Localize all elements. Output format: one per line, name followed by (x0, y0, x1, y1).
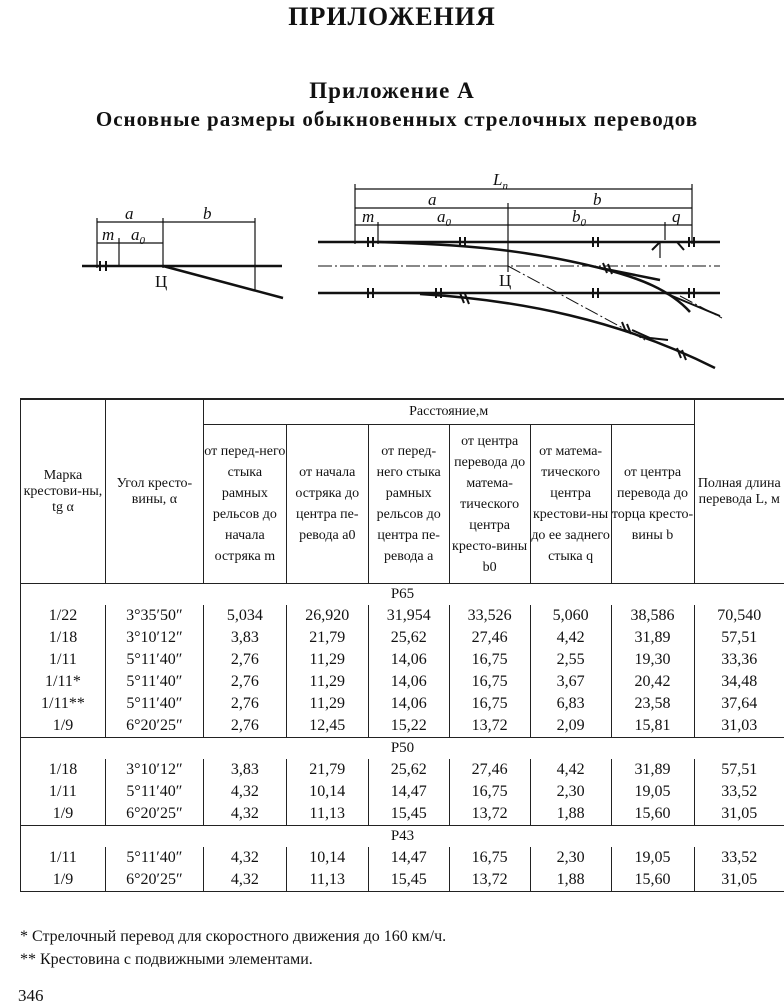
table-cell: 1/22 (21, 605, 106, 627)
table-cell: 11,29 (286, 693, 368, 715)
table-cell: 6°20′25″ (105, 803, 203, 826)
right-label-m: m (362, 207, 375, 226)
table-cell: 1/11 (21, 781, 106, 803)
table-cell: 3,67 (530, 671, 611, 693)
group-label: Р43 (21, 826, 784, 848)
table-cell: 14,47 (368, 847, 449, 869)
table-cell: 34,48 (694, 671, 784, 693)
table-cell: 13,72 (449, 869, 530, 892)
table-cell: 5°11′40″ (105, 649, 203, 671)
left-label-a0: $a_0$ (131, 225, 145, 247)
table-cell: 21,79 (286, 627, 368, 649)
table-cell: 27,46 (449, 627, 530, 649)
right-label-b: b (593, 190, 602, 209)
table-cell: 6,83 (530, 693, 611, 715)
appendix-subtitle: Основные размеры обыкновенных стрелочных переводов (95, 107, 699, 131)
table-cell: 6°20′25″ (105, 869, 203, 892)
table-cell: 16,75 (449, 847, 530, 869)
table-cell: 5°11′40″ (105, 693, 203, 715)
group-label: Р65 (21, 584, 784, 606)
right-label-center: Ц (499, 271, 512, 290)
header-distance-group: Расстояние,м (203, 399, 694, 425)
left-label-b: b (203, 204, 212, 223)
table-cell: 25,62 (368, 627, 449, 649)
table-cell: 57,51 (694, 627, 784, 649)
table-cell: 5,034 (203, 605, 286, 627)
header-a0: от начала остряка до центра пе-ревода a0 (286, 425, 368, 584)
table-row (21, 671, 784, 693)
table-cell: 15,45 (368, 869, 449, 892)
table-row (21, 693, 784, 715)
table-row (21, 605, 784, 627)
table-cell: 27,46 (449, 759, 530, 781)
table-cell: 31,954 (368, 605, 449, 627)
table-cell: 33,52 (694, 847, 784, 869)
group-row (21, 826, 784, 848)
table-cell: 13,72 (449, 715, 530, 738)
table-cell: 31,89 (611, 627, 694, 649)
table-cell: 15,22 (368, 715, 449, 738)
table-row (21, 715, 784, 738)
table-cell: 15,60 (611, 803, 694, 826)
right-label-q: q (672, 207, 681, 226)
table-cell: 6°20′25″ (105, 715, 203, 738)
left-label-m: m (102, 225, 115, 244)
table-cell: 16,75 (449, 671, 530, 693)
table-cell: 1/11 (21, 847, 106, 869)
table-cell: 2,76 (203, 671, 286, 693)
right-label-a0: $a_0$ (437, 207, 451, 229)
table-cell: 5,060 (530, 605, 611, 627)
footnote-2: ** Крестовина с подвижными элементами. (20, 951, 313, 968)
header-m: от перед-него стыка рамных рельсов до начала остряка m (203, 425, 286, 584)
table-cell: 12,45 (286, 715, 368, 738)
table-cell: 14,06 (368, 649, 449, 671)
table-cell: 10,14 (286, 847, 368, 869)
left-label-center: Ц (155, 272, 168, 291)
appendix-title: Приложение А (309, 78, 475, 103)
table-cell: 13,72 (449, 803, 530, 826)
group-row (21, 584, 784, 606)
table-cell: 2,76 (203, 715, 286, 738)
group-row (21, 738, 784, 760)
table-cell: 14,47 (368, 781, 449, 803)
table-cell: 16,75 (449, 781, 530, 803)
table-row (21, 781, 784, 803)
table-cell: 2,55 (530, 649, 611, 671)
left-label-a: a (125, 204, 134, 223)
table-cell: 2,30 (530, 847, 611, 869)
table-cell: 1/9 (21, 715, 106, 738)
table-cell: 5°11′40″ (105, 781, 203, 803)
table-cell: 37,64 (694, 693, 784, 715)
table-row (21, 649, 784, 671)
table-cell: 1,88 (530, 803, 611, 826)
table-cell: 2,76 (203, 693, 286, 715)
table-cell: 11,13 (286, 869, 368, 892)
table-cell: 10,14 (286, 781, 368, 803)
table-row (21, 803, 784, 826)
table-cell: 1,88 (530, 869, 611, 892)
table-cell: 4,42 (530, 627, 611, 649)
header-a: от перед-него стыка рамных рельсов до центра пе-ревода a (368, 425, 449, 584)
right-label-a: a (428, 190, 437, 209)
table-cell: 4,42 (530, 759, 611, 781)
table-cell: 4,32 (203, 869, 286, 892)
table-cell: 31,03 (694, 715, 784, 738)
header-mark: Марка крестови-ны, tg α (21, 399, 106, 584)
table-cell: 19,05 (611, 781, 694, 803)
table-row (21, 869, 784, 892)
header-b: от центра перевода до торца кресто-вины b (611, 425, 694, 584)
table-cell: 19,05 (611, 847, 694, 869)
table-cell: 19,30 (611, 649, 694, 671)
table-cell: 31,05 (694, 803, 784, 826)
dimensions-table (20, 398, 784, 892)
table-cell: 70,540 (694, 605, 784, 627)
table-cell: 4,32 (203, 803, 286, 826)
right-schematic-labels (362, 170, 681, 290)
table-cell: 11,29 (286, 649, 368, 671)
table-cell: 3°10′12″ (105, 627, 203, 649)
table-cell: 1/18 (21, 759, 106, 781)
table-cell: 33,36 (694, 649, 784, 671)
header-q: от матема-тического центра крестови-ны до ее заднего стыка q (530, 425, 611, 584)
table-cell: 3°35′50″ (105, 605, 203, 627)
table-cell: 25,62 (368, 759, 449, 781)
table-cell: 2,09 (530, 715, 611, 738)
table-cell: 3,83 (203, 759, 286, 781)
table-cell: 26,920 (286, 605, 368, 627)
table-row (21, 759, 784, 781)
group-label: Р50 (21, 738, 784, 760)
table-cell: 5°11′40″ (105, 847, 203, 869)
table-cell: 14,06 (368, 693, 449, 715)
table-cell: 1/11* (21, 671, 106, 693)
table-cell: 14,06 (368, 671, 449, 693)
table-cell: 11,29 (286, 671, 368, 693)
turnout-diagrams (0, 160, 784, 375)
table-cell: 1/9 (21, 869, 106, 892)
table-cell: 2,76 (203, 649, 286, 671)
table-cell: 23,58 (611, 693, 694, 715)
table-cell: 1/9 (21, 803, 106, 826)
right-label-Ln: $L_п$ (493, 170, 508, 192)
table-cell: 38,586 (611, 605, 694, 627)
table-cell: 15,60 (611, 869, 694, 892)
table-row (21, 847, 784, 869)
table-cell: 16,75 (449, 693, 530, 715)
table-cell: 4,32 (203, 847, 286, 869)
table-row (21, 627, 784, 649)
table-cell: 57,51 (694, 759, 784, 781)
table-cell: 33,526 (449, 605, 530, 627)
table-cell: 4,32 (203, 781, 286, 803)
table-cell: 1/11** (21, 693, 106, 715)
table-cell: 15,45 (368, 803, 449, 826)
page-number: 346 (18, 986, 44, 1005)
table-cell: 33,52 (694, 781, 784, 803)
table-cell: 15,81 (611, 715, 694, 738)
table-cell: 31,89 (611, 759, 694, 781)
table-cell: 11,13 (286, 803, 368, 826)
table-cell: 31,05 (694, 869, 784, 892)
table-cell: 5°11′40″ (105, 671, 203, 693)
table-cell: 3,83 (203, 627, 286, 649)
table-cell: 1/11 (21, 649, 106, 671)
table-cell: 3°10′12″ (105, 759, 203, 781)
right-schematic (318, 184, 722, 368)
header-length: Полная длина перевода L, м (694, 399, 784, 584)
right-label-b0: $b_0$ (572, 207, 586, 229)
table-cell: 1/18 (21, 627, 106, 649)
table-cell: 16,75 (449, 649, 530, 671)
table-cell: 21,79 (286, 759, 368, 781)
table-cell: 2,30 (530, 781, 611, 803)
footnote-1: * Стрелочный перевод для скоростного движения до 160 км/ч. (20, 928, 447, 945)
table-cell: 20,42 (611, 671, 694, 693)
header-angle: Угол кресто-вины, α (105, 399, 203, 584)
header-b0: от центра перевода до матема-тического центра кресто-вины b0 (449, 425, 530, 584)
page-title: ПРИЛОЖЕНИЯ (288, 2, 496, 31)
